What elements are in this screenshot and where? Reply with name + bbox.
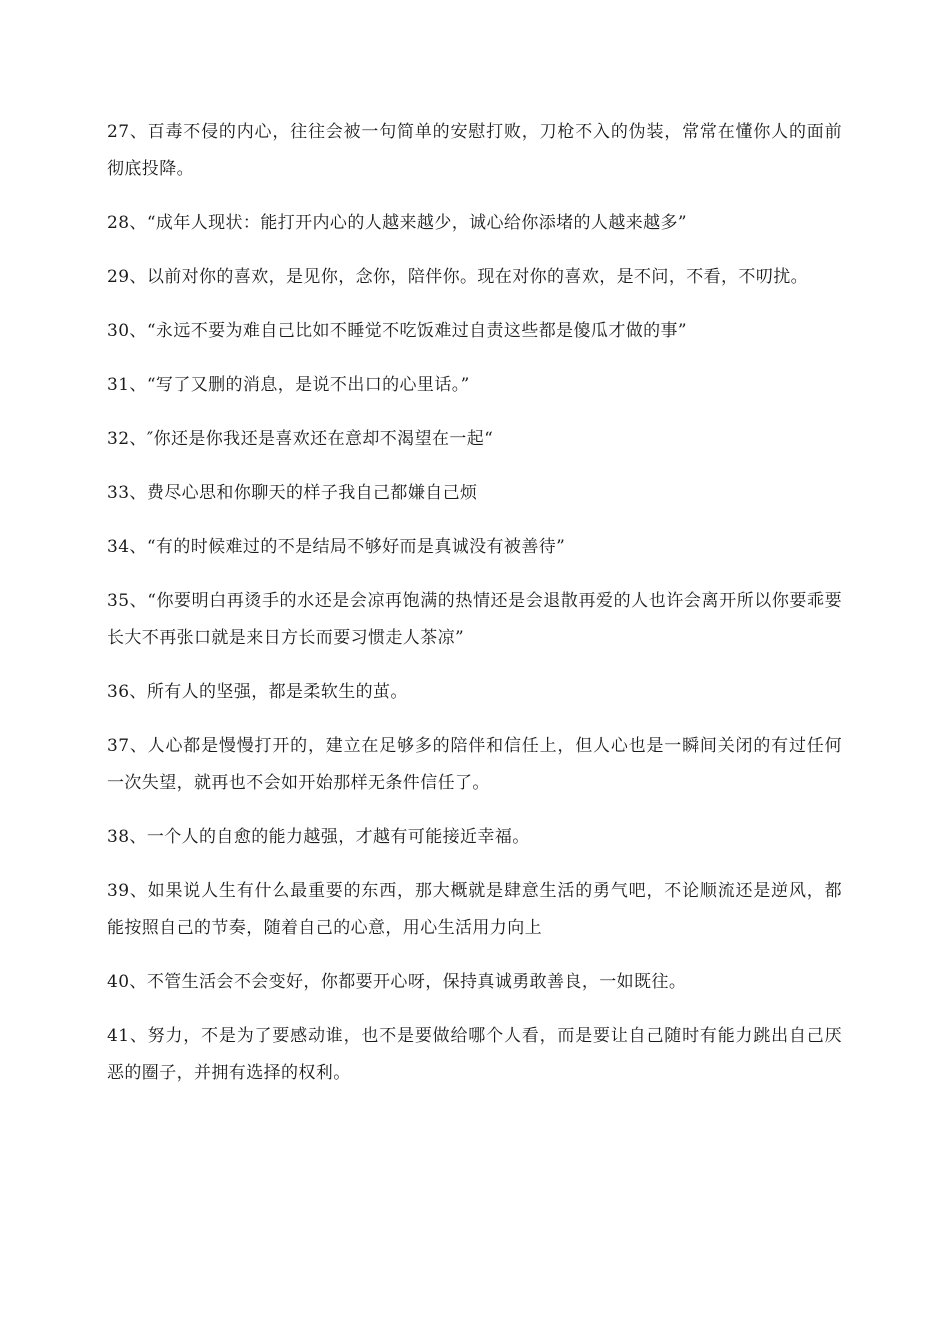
paragraph-34: 34、“有的时候难过的不是结局不够好而是真诚没有被善待” xyxy=(107,537,566,557)
document-body xyxy=(107,114,842,1109)
paragraph-40: 40、不管生活会不会变好，你都要开心呀，保持真诚勇敢善良，一如既往。 xyxy=(107,972,687,992)
paragraph-36: 36、所有人的坚强，都是柔软生的茧。 xyxy=(107,682,408,702)
paragraph-41: 41、努力，不是为了要感动谁，也不是要做给哪个人看，而是要让自己随时有能力跳出自己厌恶的圈子，并拥有选择的权利。 xyxy=(107,1026,842,1083)
paragraph-28: 28、“成年人现状：能打开内心的人越来越少，诚心给你添堵的人越来越多” xyxy=(107,213,688,233)
paragraph-33: 33、费尽心思和你聊天的样子我自己都嫌自己烦 xyxy=(107,483,478,503)
paragraph-32: 32、″你还是你我还是喜欢还在意却不渴望在一起“ xyxy=(107,429,494,449)
paragraph-38: 38、一个人的自愈的能力越强，才越有可能接近幸福。 xyxy=(107,827,530,847)
paragraph-31: 31、“写了又删的消息，是说不出口的心里话。” xyxy=(107,375,470,395)
paragraph-29: 29、以前对你的喜欢，是见你，念你，陪伴你。现在对你的喜欢，是不问，不看，不叨扰。 xyxy=(107,267,809,287)
paragraph-39: 39、如果说人生有什么最重要的东西，那大概就是肆意生活的勇气吧，不论顺流还是逆风，都能按照自己的节奏，随着自己的心意，用心生活用力向上 xyxy=(107,881,842,938)
paragraph-27: 27、百毒不侵的内心，往往会被一句简单的安慰打败，刀枪不入的伪装，常常在懂你人的面前彻底投降。 xyxy=(107,122,842,179)
paragraph-30: 30、“永远不要为难自己比如不睡觉不吃饭难过自责这些都是傻瓜才做的事” xyxy=(107,321,688,341)
paragraph-37: 37、人心都是慢慢打开的，建立在足够多的陪伴和信任上，但人心也是一瞬间关闭的有过任何一次失望，就再也不会如开始那样无条件信任了。 xyxy=(107,736,842,793)
paragraph-35: 35、“你要明白再烫手的水还是会凉再饱满的热情还是会退散再爱的人也许会离开所以你要乖要长大不再张口就是来日方长而要习惯走人茶凉” xyxy=(107,591,842,648)
